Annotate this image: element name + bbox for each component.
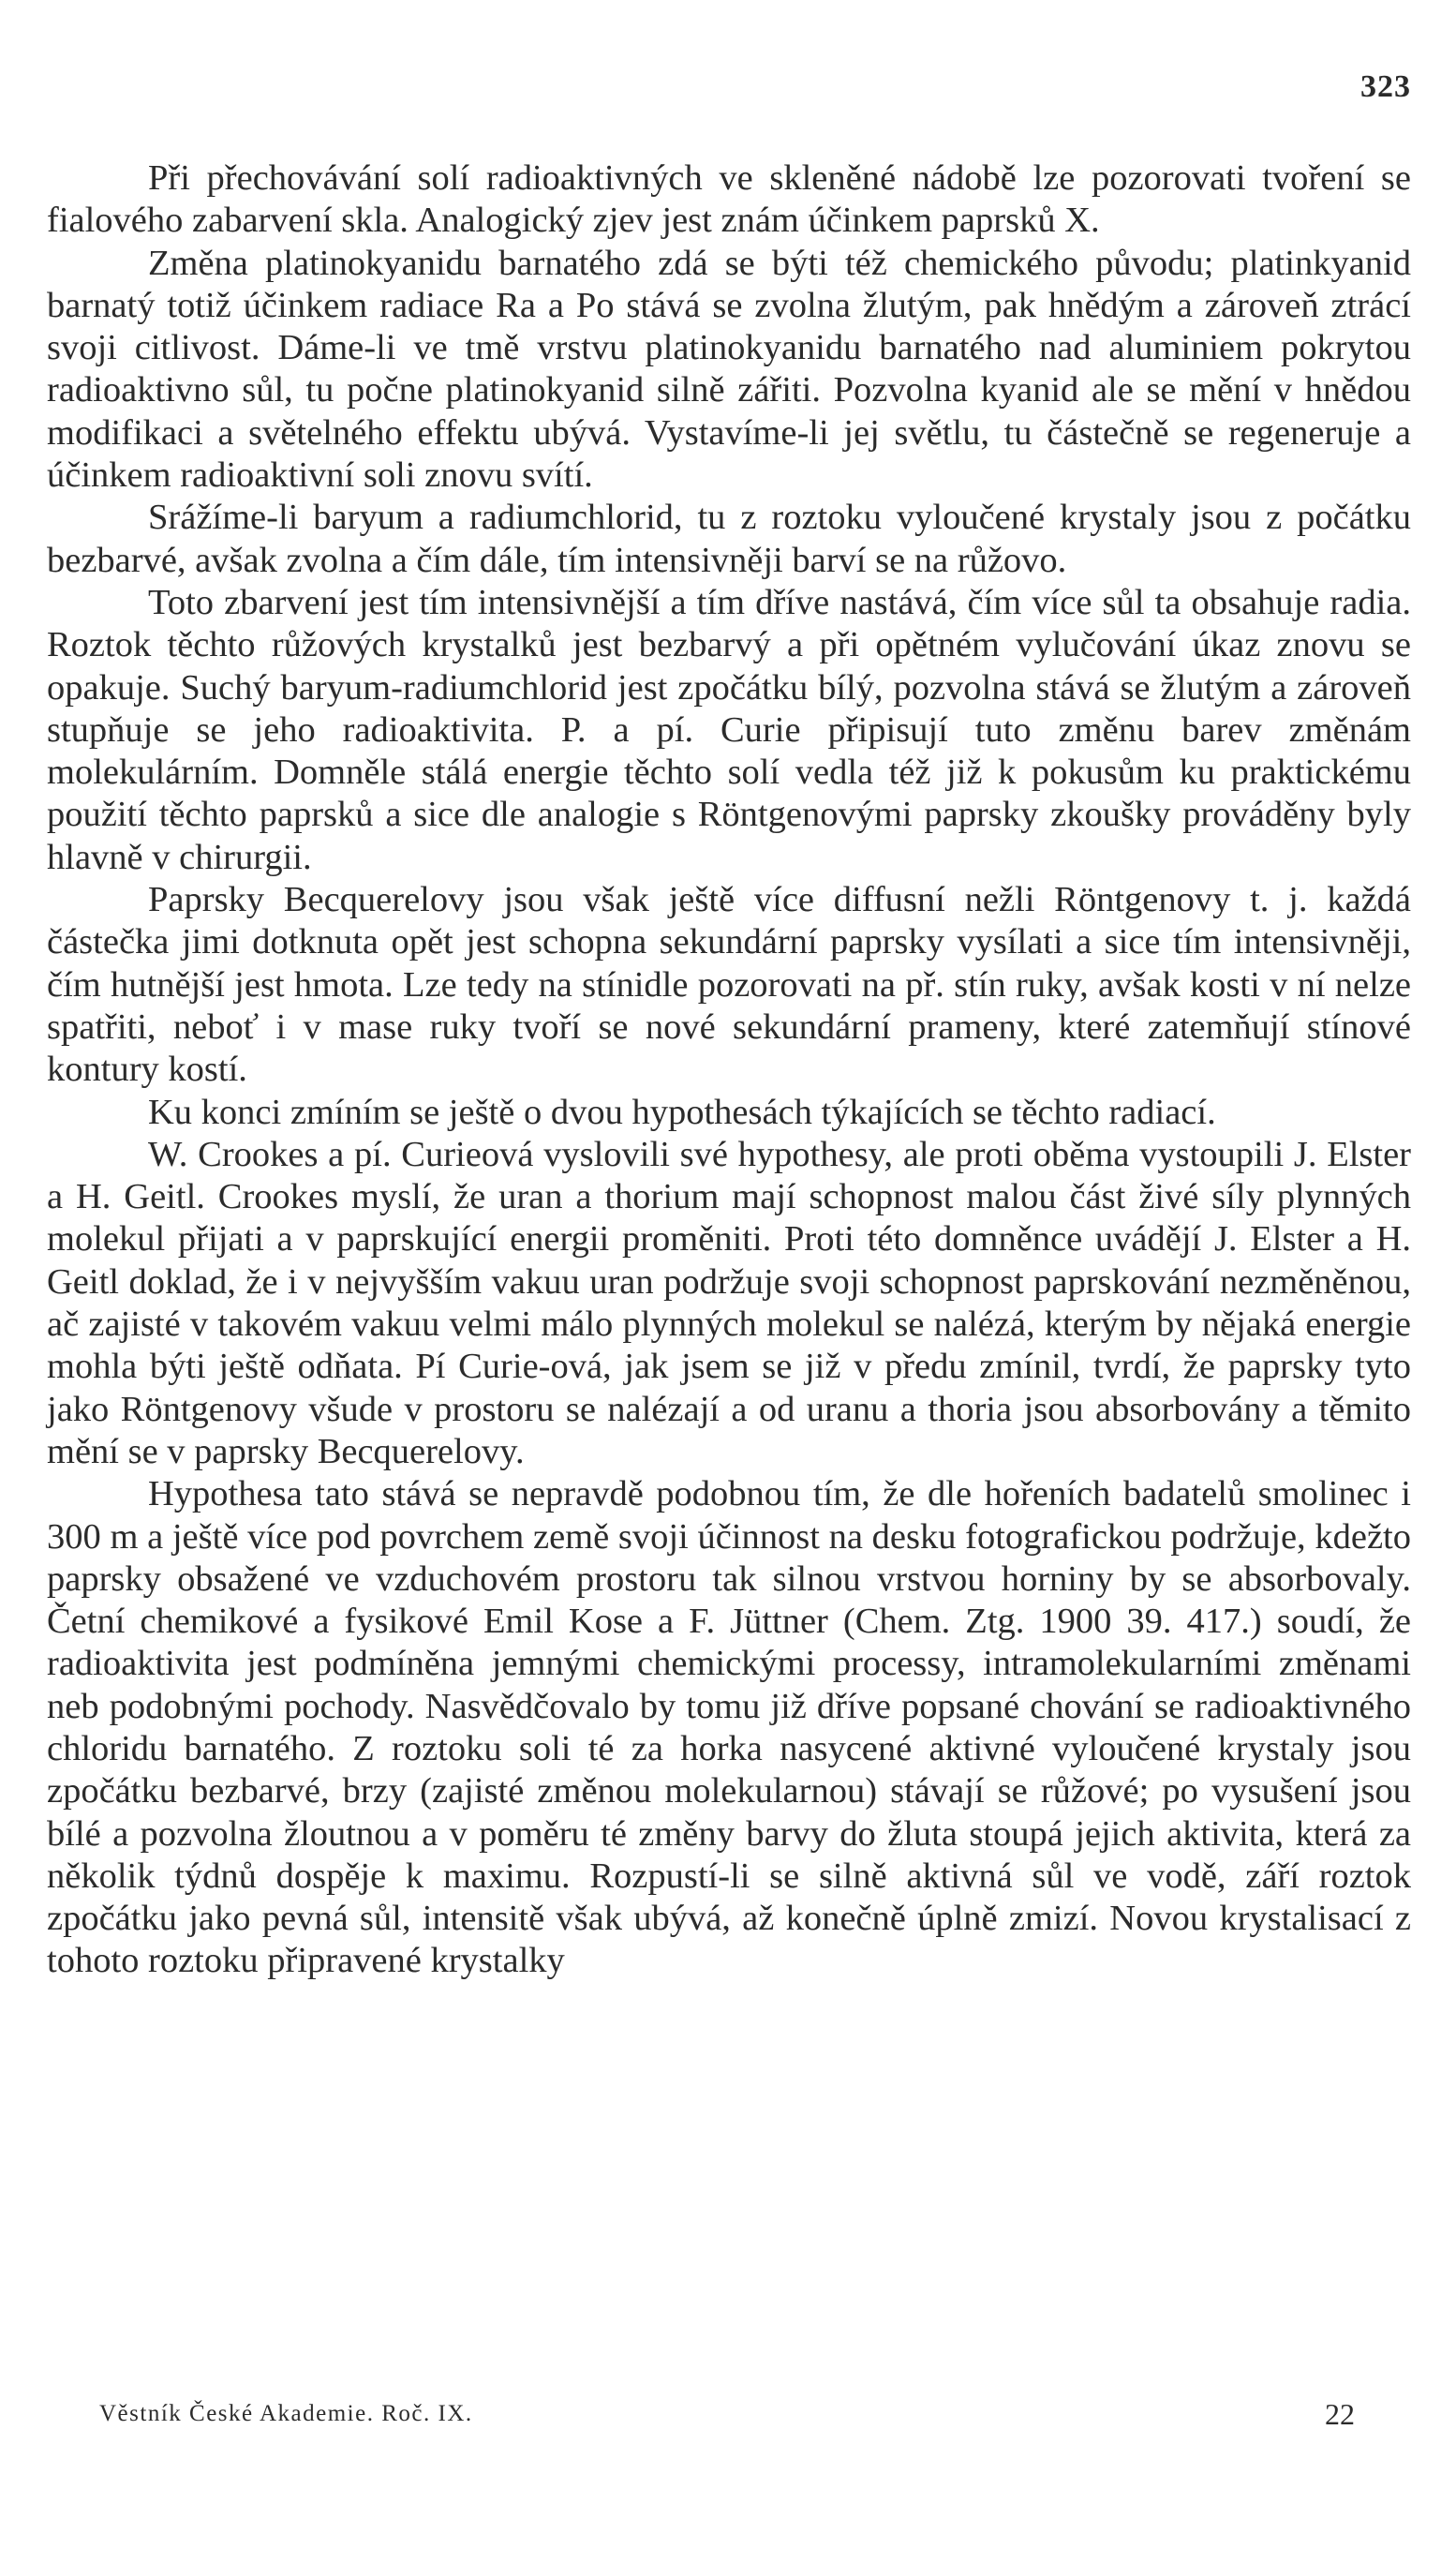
paragraph: Hypothesa tato stává se nepravdě podobnou tím, že dle hořeních badatelů smolinec i 300 m a ještě více pod povrchem země svoji účinnost na desku fotografickou podržuje, kdežto paprsky obsažené ve vzduchovém prostoru tak silnou vrstvou horniny by se absorbovaly. Četní chemikové a fysikové Emil Kose a F. Jüttner (Chem. Ztg. 1900 39. 417.) soudí, že radioaktivita jest podmíněna jemnými chemickými processy, intramolekularními změnami neb podobnými pochody. Nasvědčovalo by tomu již dříve popsané chování se radioaktivného chloridu barnatého. Z roztoku soli té za horka nasycené aktivné vyloučené krystaly jsou zpočátku bezbarvé, brzy (zajisté změnou molekularnou) stávají se růžové; po vysušení jsou bílé a pozvolna žloutnou a v poměru té změny barvy do žluta stoupá jejich aktivita, která za několik týdnů dospěje k maximu. Rozpustí-li se silně aktivná sůl ve vodě, září roztok zpočátku jako pevná sůl, intensitě však ubývá, až konečně úplně zmizí. Novou krystalisací z tohoto roztoku připravené krystalky <box>47 1474 1411 1981</box>
text-body <box>47 157 1411 1983</box>
paragraph: Změna platinokyanidu barnatého zdá se býti též chemického původu; platinkyanid barnatý totiž účinkem radiace Ra a Po stává se zvolna žlutým, pak hnědým a zároveň ztrácí svoji citlivost. Dáme-li ve tmě vrstvu platinokyanidu barnatého nad aluminiem pokrytou radioaktivno sůl, tu počne platinokyanid silně zářiti. Pozvolna kyanid ale se mění v hnědou modifikaci a světelného effektu ubývá. Vystavíme-li jej světlu, tu částečně se regeneruje a účinkem radioaktivní soli znovu svítí. <box>47 243 1411 496</box>
paragraph: Srážíme-li baryum a radiumchlorid, tu z roztoku vyloučené krystaly jsou z počátku bezbarvé, avšak zvolna a čím dále, tím intensivněji barví se na růžovo. <box>47 498 1411 580</box>
paragraph: Ku konci zmíním se ještě o dvou hypothesách týkajících se těchto radiací. <box>148 1092 1216 1132</box>
paragraph: Toto zbarvení jest tím intensivnější a tím dříve nastává, čím více sůl ta obsahuje radia. Roztok těchto růžových krystalků jest bezbarvý a při opětném vylučování úkaz znovu se opakuje. Suchý baryum-radiumchlorid jest zpočátku bílý, pozvolna stává se žlutým a zároveň stupňuje se jeho radioaktivita. P. a pí. Curie připisují tuto změnu barev změnám molekulárním. Domněle stálá energie těchto solí vedla též již k pokusům ku praktickému použití těchto paprsků a sice dle analogie s Röntgenovými paprsky zkoušky prováděny byly hlavně v chirurgii. <box>47 582 1411 877</box>
signature-mark: 22 <box>1325 2397 1355 2431</box>
journal-name: Věstník České Akademie. Roč. IX. <box>99 2401 473 2426</box>
paragraph: W. Crookes a pí. Curieová vyslovili své hypothesy, ale proti oběma vystoupili J. Elster a H. Geitl. Crookes myslí, že uran a thorium mají schopnost malou část živé síly plynných molekul přijati a v paprskující energii proměniti. Proti této domněnce uvádějí J. Elster a H. Geitl doklad, že i v nejvyšším vakuu uran podržuje svoji schopnost paprskování nezměněnou, ač zajisté v takovém vakuu velmi málo plynných molekul se nalézá, kterým by nějaká energie mohla býti ještě odňata. Pí Curie-ová, jak jsem se již v předu zmínil, tvrdí, že paprsky tyto jako Röntgenovy všude v prostoru se nalézají a od uranu a thoria jsou absorbovány a těmito mění se v paprsky Becquerelovy. <box>47 1134 1411 1471</box>
paragraph: Při přechovávání solí radioaktivných ve skleněné nádobě lze pozorovati tvoření se fialového zabarvení skla. Analogický zjev jest znám účinkem paprsků X. <box>47 158 1411 241</box>
paragraph: Paprsky Becquerelovy jsou však ještě více diffusní nežli Röntgenovy t. j. každá částečka jimi dotknuta opět jest schopna sekundární paprsky vysílati a sice tím intensivněji, čím hutnější jest hmota. Lze tedy na stínidle pozorovati na př. stín ruky, avšak kosti v ní nelze spatřiti, neboť i v mase ruky tvoří se nové sekundární prameny, které zatemňují stínové kontury kostí. <box>47 880 1411 1090</box>
page-number: 323 <box>1360 69 1411 104</box>
